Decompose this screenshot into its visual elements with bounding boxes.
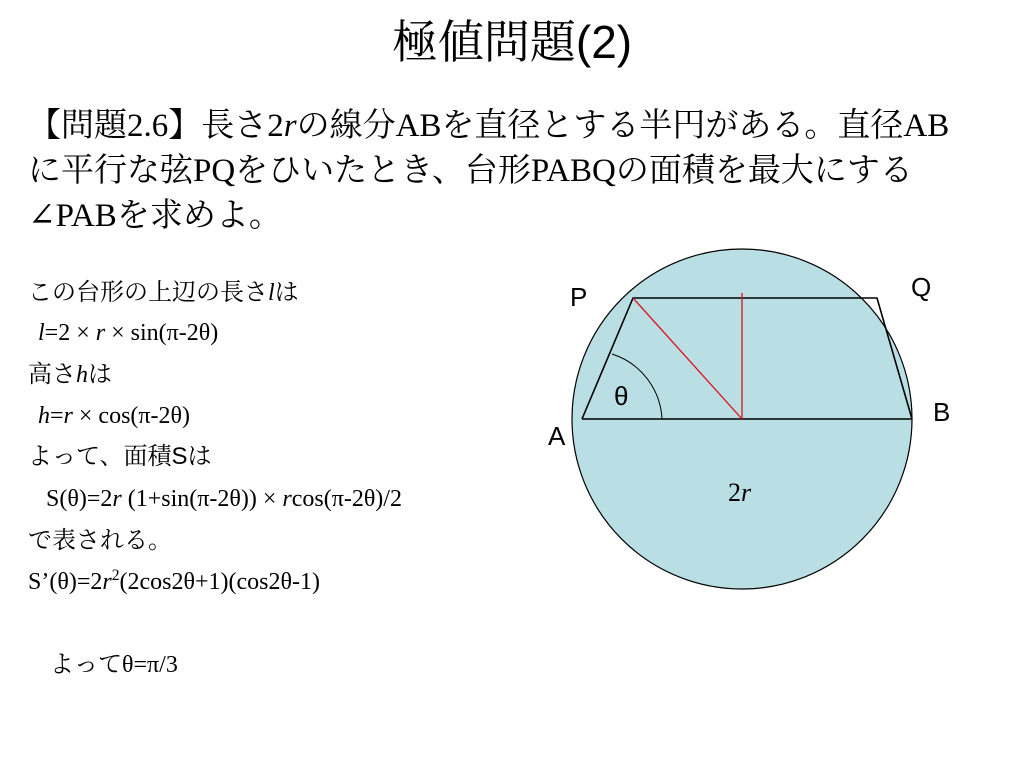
formula-s-a: S(θ)=2 — [46, 486, 113, 512]
formula-h-end: × cos(π-2θ) — [72, 403, 191, 429]
conclusion-value: θ=π/3 — [122, 652, 178, 678]
var-r: r — [102, 569, 112, 595]
upper-side-post: は — [274, 279, 299, 306]
label-B: B — [933, 397, 951, 427]
therefore-area-line: よって、面積Sは — [28, 443, 212, 470]
formula-s-b: (1+sin(π-2θ)) × — [121, 486, 283, 512]
formula-s-c: cos(π-2θ)/2 — [291, 486, 402, 512]
label-2r — [728, 478, 751, 508]
label-theta: θ — [614, 381, 629, 411]
formula-l-end: × sin(π-2θ) — [105, 320, 219, 346]
formula-h-mid: = — [50, 403, 64, 429]
problem-var-r: r — [283, 108, 297, 144]
height-text: 高さ — [28, 361, 76, 388]
problem-text-1: 長さ2 — [201, 108, 284, 144]
formula-d-a: S’(θ)=2 — [28, 569, 103, 595]
problem-text-2: の線分ABを直径とする半円がある。直径ABに平行な弦PQをひいたとき、台形PABQの面積を最大にする∠PABを求めよ。 — [28, 108, 950, 234]
var-r: r — [63, 403, 73, 429]
label-A: A — [548, 421, 566, 451]
label-2r-var: r — [741, 478, 752, 507]
slide-title: 極値問題(2) — [391, 16, 633, 68]
label-P: P — [570, 282, 588, 312]
problem-label: 【問題2.6】 — [28, 108, 202, 144]
var-r: r — [95, 320, 106, 346]
label-2r-coef: 2 — [728, 478, 741, 507]
conclusion-text: よって — [50, 651, 122, 678]
var-h: h — [76, 362, 88, 388]
var-h: h — [38, 403, 50, 429]
var-l: l — [38, 320, 45, 346]
exponent: 2 — [111, 567, 120, 584]
label-Q: Q — [911, 272, 932, 302]
formula-l-mid: =2 × — [44, 320, 96, 346]
var-l: l — [268, 280, 275, 306]
var-r: r — [112, 486, 122, 512]
upper-side-text: この台形の上辺の長さ — [28, 279, 268, 306]
formula-d-b: (2cos2θ+1)(cos2θ-1) — [119, 569, 320, 595]
height-post: は — [88, 361, 112, 388]
expressed-line: で表される。 — [28, 527, 172, 554]
var-r: r — [282, 486, 292, 512]
